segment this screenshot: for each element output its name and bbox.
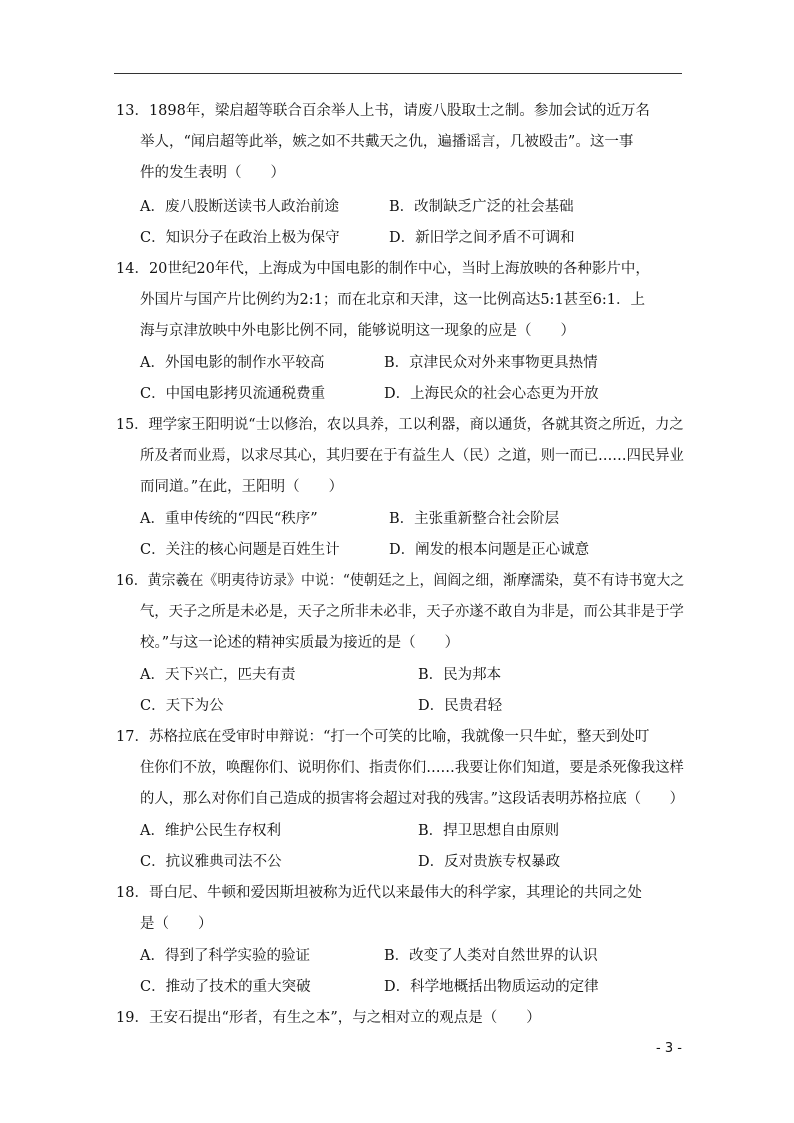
- question-stem-line: 的人，那么对你们自己造成的损害将会超过对我的残害。”这段话表明苏格拉底（ ）: [140, 791, 685, 807]
- option-d: D．反对贵族专权暴政: [418, 854, 561, 870]
- option-c: C．关注的核心问题是百姓生计: [140, 542, 340, 558]
- question-stem-line: 住你们不放，唤醒你们、说明你们、指责你们……我要让你们知道，要是杀死像我这样: [140, 760, 684, 776]
- option-b: B．民为邦本: [418, 667, 502, 683]
- question-stem-line: 校。”与这一论述的精神实质最为接近的是（ ）: [140, 635, 460, 651]
- option-a: A．得到了科学实验的验证: [140, 948, 310, 964]
- option-d: D．阐发的根本问题是正心诚意: [389, 542, 590, 558]
- question-stem-line: 外国片与国产片比例约为2:1；而在北京和天津，这一比例高达5:1甚至6:1．上: [140, 292, 646, 308]
- question-stem-line: 气，天子之所是未必是，天子之所非未必非，天子亦遂不敢自为非是，而公其非是于学: [140, 604, 684, 620]
- option-a: A．废八股断送读书人政治前途: [140, 199, 339, 215]
- question-stem-line: 所及者而业焉，以求尽其心，其归要在于有益生人（民）之道，则一而已……四民异业: [140, 448, 684, 464]
- question-stem-line: 件的发生表明（ ）: [140, 165, 285, 181]
- header-rule: [114, 73, 682, 74]
- question-stem-line: 13．1898年，梁启超等联合百余举人上书，请废八股取士之制。参加会试的近万名: [116, 103, 650, 119]
- option-b: B．京津民众对外来事物更具热情: [384, 355, 598, 371]
- option-b: B．主张重新整合社会阶层: [389, 511, 560, 527]
- option-a: A．维护公民生存权利: [140, 823, 281, 839]
- option-d: D．民贵君轻: [418, 698, 503, 714]
- option-d: D．上海民众的社会心态更为开放: [384, 386, 599, 402]
- question-stem-line: 举人，“闻启超等此举，嫉之如不共戴天之仇，遍播谣言，几被殴击”。这一事: [140, 134, 634, 150]
- option-c: C．中国电影拷贝流通税费重: [140, 386, 326, 402]
- question-stem-line: 海与京津放映中外电影比例不同，能够说明这一现象的应是（ ）: [140, 323, 575, 339]
- option-a: A．重申传统的“四民“秩序”: [140, 511, 318, 527]
- option-b: B．改变了人类对自然世界的认识: [384, 948, 598, 964]
- question-stem-line: 15．理学家王阳明说“士以修治，农以具养，工以利器，商以通货，各就其资之所近，力之: [116, 417, 684, 433]
- question-stem-line: 而同道。”在此，王阳明（ ）: [140, 479, 344, 495]
- option-c: C．抗议雅典司法不公: [140, 854, 282, 870]
- option-a: A．天下兴亡，匹夫有责: [140, 667, 296, 683]
- option-c: C．知识分子在政治上极为保守: [140, 230, 340, 246]
- question-stem-line: 16．黄宗羲在《明夷待访录》中说：“使朝廷之上，闾阎之细，渐摩濡染，莫不有诗书宽大之: [116, 573, 685, 589]
- option-c: C．天下为公: [140, 698, 224, 714]
- question-stem-line: 18．哥白尼、牛顿和爱因斯坦被称为近代以来最伟大的科学家，其理论的共同之处: [116, 885, 642, 901]
- option-d: D．科学地概括出物质运动的定律: [384, 979, 599, 995]
- question-stem-line: 14．20世纪20年代，上海成为中国电影的制作中心，当时上海放映的各种影片中，: [116, 261, 650, 277]
- option-b: B．改制缺乏广泛的社会基础: [389, 199, 574, 215]
- option-d: D．新旧学之间矛盾不可调和: [389, 230, 575, 246]
- question-stem-line: 是（ ）: [140, 916, 213, 932]
- option-b: B．捍卫思想自由原则: [418, 823, 560, 839]
- question-stem-line: 17．苏格拉底在受审时申辩说：“打一个可笑的比喻，我就像一只牛虻，整天到处叮: [116, 729, 650, 745]
- page-number: - 3 -: [656, 1041, 682, 1056]
- option-c: C．推动了技术的重大突破: [140, 979, 311, 995]
- option-a: A．外国电影的制作水平较高: [140, 355, 325, 371]
- question-stem-line: 19．王安石提出“形者，有生之本”，与之相对立的观点是（ ）: [116, 1010, 541, 1026]
